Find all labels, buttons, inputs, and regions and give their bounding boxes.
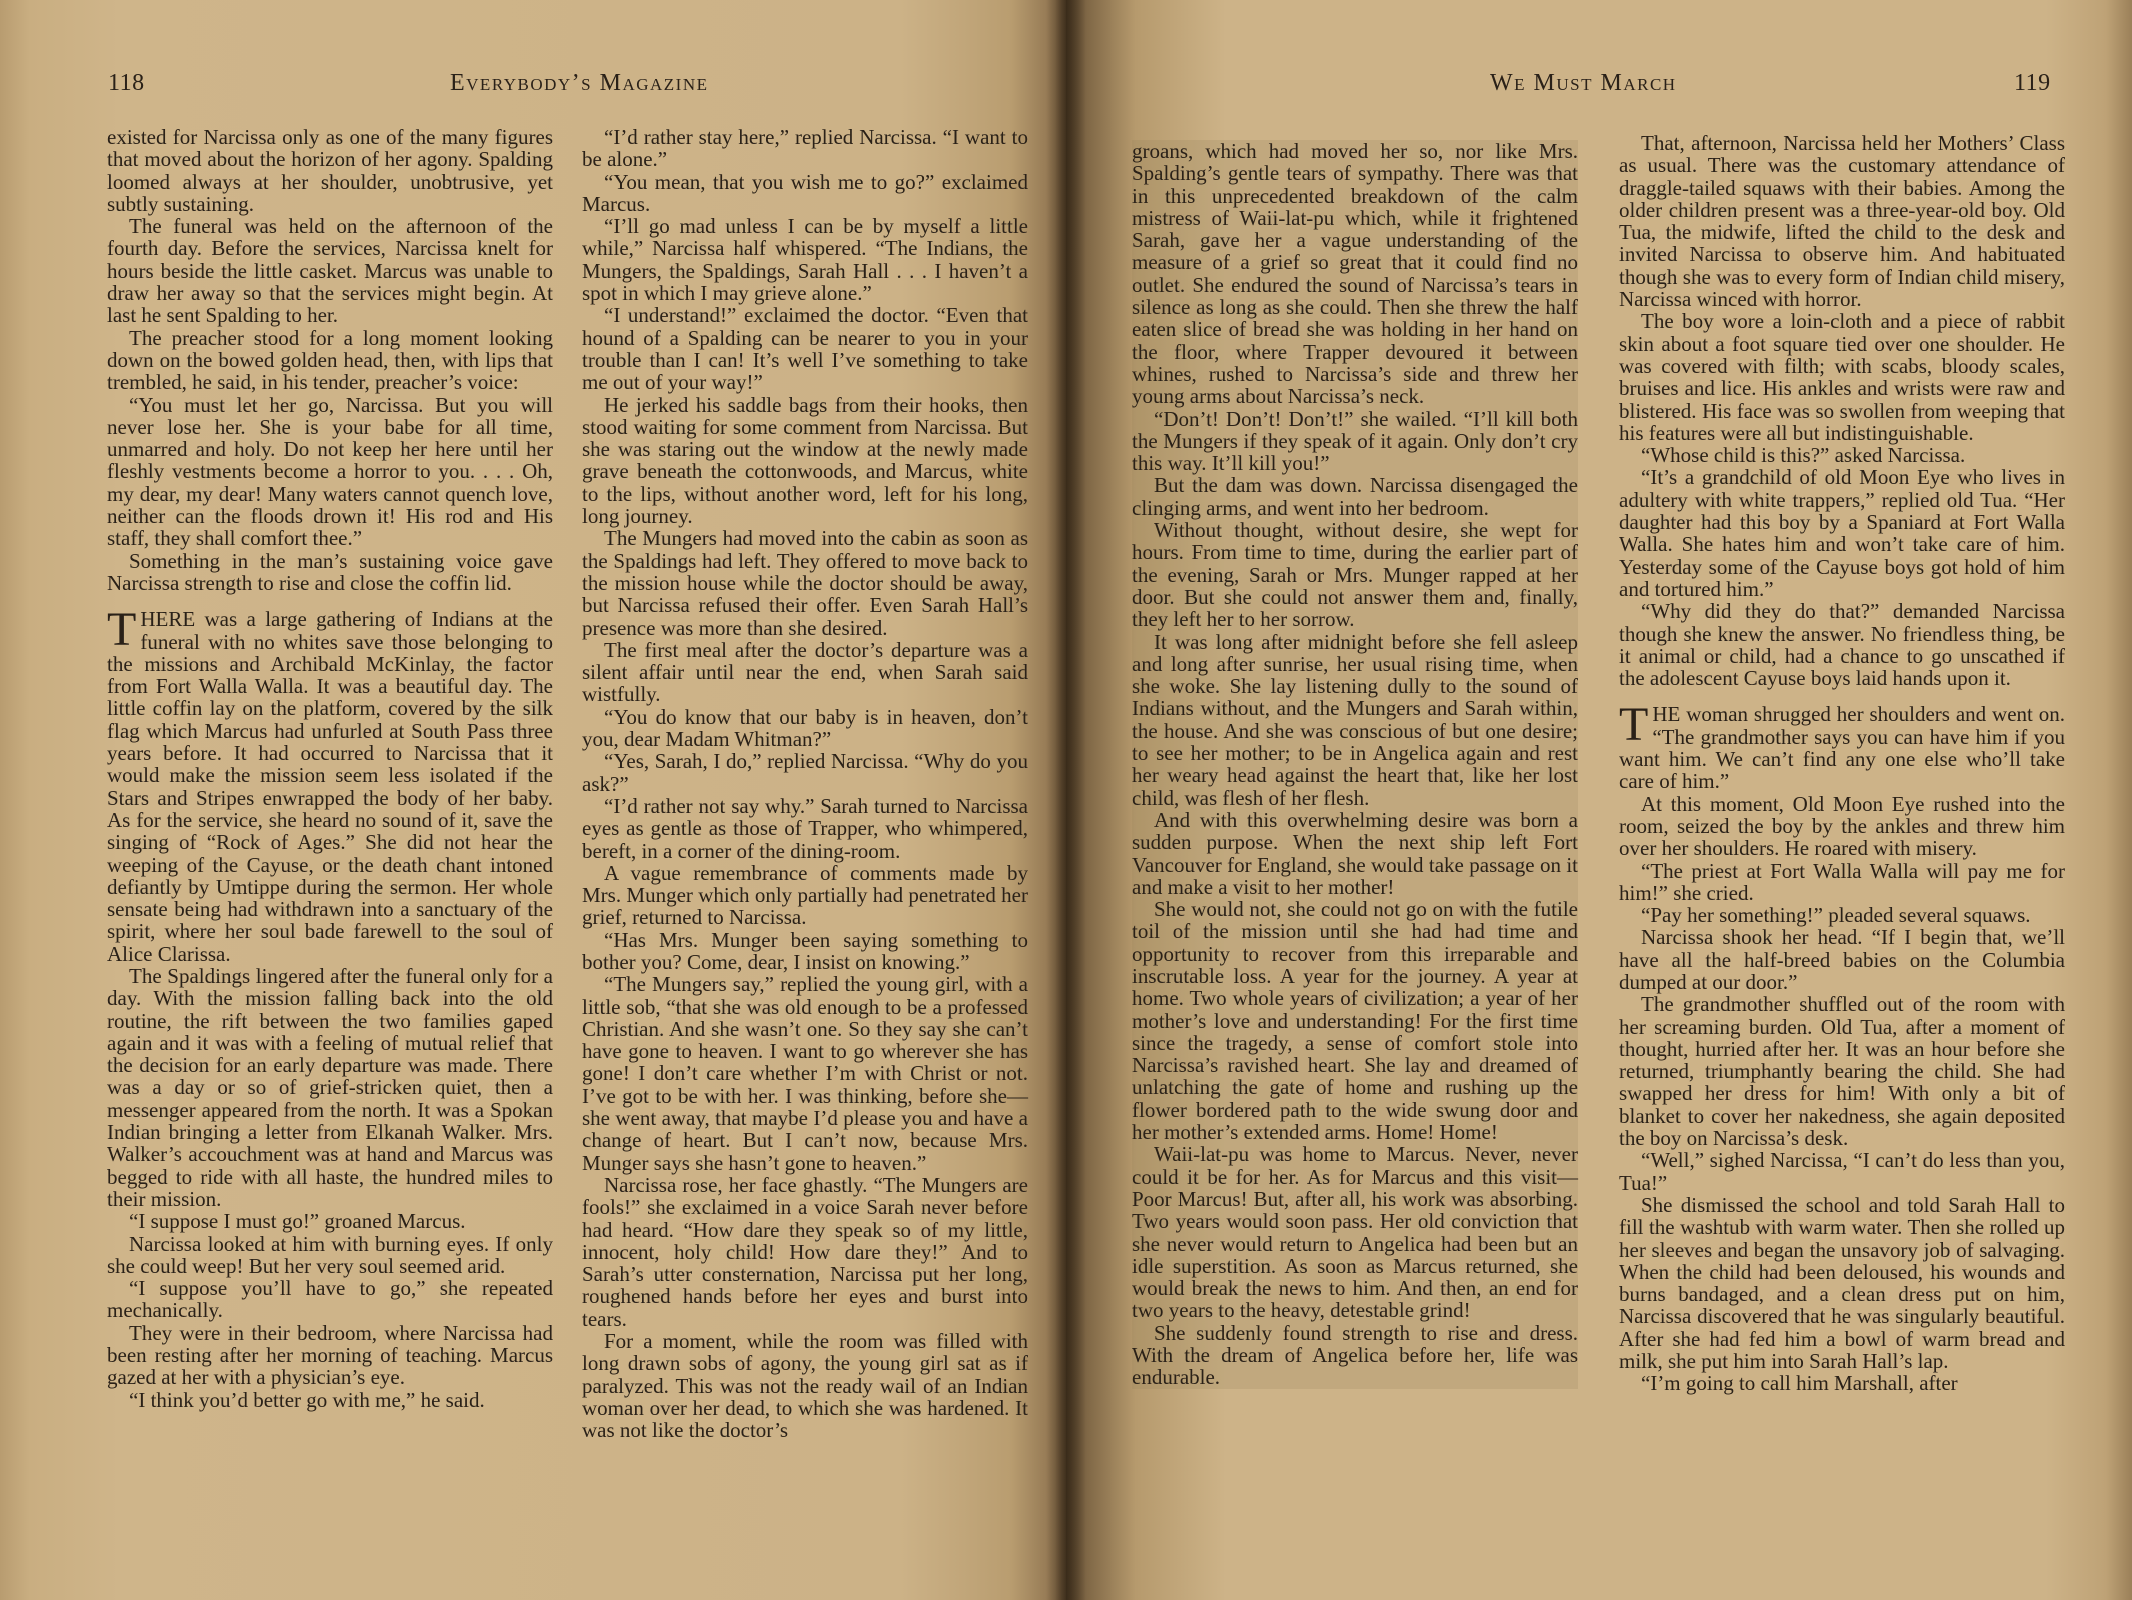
paragraph-text: Something in the man’s sustaining voice gave Narcissa strength to rise and close the coffin lid. (107, 548, 553, 595)
paragraph (107, 1210, 553, 1232)
paragraph-text: “The priest at Fort Walla Walla will pay me for him!” she cried. (1619, 858, 2065, 905)
paragraph (582, 795, 1028, 862)
paragraph-text: That, afternoon, Narcissa held her Mothers’ Class as usual. There was the customary attendance of draggle-tailed squaws with their babies. Among the older children present was a three-year-old boy. Old Tua, the midwife, lifted the child to the desk and invited Narcissa to observe him. And habituated though she was to every form of Indian child misery, Narcissa winced with horror. (1619, 131, 2065, 312)
paragraph (107, 215, 553, 326)
paragraph (107, 1389, 553, 1411)
paragraph-text: “You do know that our baby is in heaven, don’t you, dear Madam Whitman?” (582, 704, 1028, 752)
paragraph (107, 965, 553, 1210)
paragraph (1619, 466, 2065, 600)
paragraph-text: existed for Narcissa only as one of the many figures that moved about the horizon of her agony. Spalding loomed always at her shoulder, unobtrusive, yet subtly sustaining. (107, 125, 553, 216)
paragraph-text: “You must let her go, Narcissa. But you will never lose her. She is your babe for all time, unmarred and holy. Do not keep her here until her fleshly vestments become a horror to you. . . . Oh, my dear, my dear! Many waters cannot quench love, neither can the floods drown it! His rod and His staff, they shall comfort thee.” (107, 392, 553, 551)
drop-cap: T (1619, 698, 1649, 752)
text-column-1 (107, 126, 553, 1411)
paragraph (582, 304, 1028, 393)
paragraph (582, 527, 1028, 638)
paragraph (1132, 809, 1578, 898)
right-page (1066, 0, 2132, 1600)
paragraph (107, 394, 553, 550)
paragraph (107, 1322, 553, 1389)
paragraph-text: The Spaldings lingered after the funeral only for a day. With the mission falling back into the old routine, the rift between the two families gaped again and it was with a feeling of mutual relief that the decision for an early departure was made. There was a day or so of grief-stricken quiet, then a messenger appeared from the north. It was a Spokan Indian bringing a letter from Elkanah Walker. Mrs. Walker’s accouchment was at hand and Marcus was begged to ride with all haste, the hundred miles to their mission. (107, 963, 553, 1211)
paragraph (107, 327, 553, 394)
paragraph-text: The boy wore a loin-cloth and a piece of rabbit skin about a foot square tied over one shoulder. He was covered with filth; with scabs, bloody scales, bruises and lice. His ankles and wrists were raw and blistered. His face was so swollen from weeping that his features were all but indistinguishable. (1619, 309, 2065, 445)
paragraph-text: “I’ll go mad unless I can be by myself a little while,” Narcissa half whispered. “The Indians, the Mungers, the Spaldings, Sarah Hall . . . I haven’t a spot in which I may grieve alone.” (582, 214, 1028, 306)
paragraph (1132, 898, 1578, 1143)
paragraph-text: Narcissa shook her head. “If I begin that, we’ll have all the half-breed babies on the Columbia dumped at our door.” (1619, 925, 2065, 994)
paragraph (582, 973, 1028, 1174)
paragraph (1132, 474, 1578, 519)
paragraph-text: A vague remembrance of comments made by Mrs. Munger which only partially had penetrated her grief, returned to Narcissa. (582, 860, 1028, 930)
paragraph (1132, 631, 1578, 809)
paragraph (582, 639, 1028, 706)
text-column-2 (582, 126, 1028, 1442)
paragraph-text: “I suppose I must go!” groaned Marcus. (129, 1209, 466, 1234)
paragraph-text: Waii-lat-pu was home to Marcus. Never, never could it be for her. As for Marcus and this visit—Poor Marcus! But, after all, his work was absorbing. Two years would soon pass. Her old conviction that she never would return to Angelica had been but an idle superstition. As soon as Marcus returned, she would break the news to him. And then, an end for two years to the heavy, detestable grind! (1132, 1142, 1578, 1323)
paragraph-text: She would not, she could not go on with the futile toil of the mission until she had had time and opportunity to recover from this irreparable and inscrutable loss. A year for the journey. A year at home. Two whole years of civilization; a year of her mother’s love and understanding! For the first time since the tragedy, a sense of comfort stole into Narcissa’s ravished heart. She lay and dreamed of unlatching the gate of home and rushing up the flower bordered path to the wide swung door and her mother’s extended arms. Home! Home! (1132, 897, 1578, 1145)
paragraph-text: “Whose child is this?” asked Narcissa. (1641, 443, 1966, 468)
paragraph-text: Narcissa looked at him with burning eyes. If only she could weep! But her very soul seemed arid. (107, 1231, 553, 1278)
text-column-4 (1619, 132, 2065, 1395)
paragraph-text: “Why did they do that?” demanded Narcissa though she knew the answer. No friendless thing, be it animal or child, had a chance to go unscathed if the adolescent Cayuse boys laid hands upon it. (1619, 599, 2065, 691)
paragraph (582, 750, 1028, 795)
running-head-left: Everybody’s Magazine (450, 70, 709, 96)
paragraph (1619, 926, 2065, 993)
paragraph-text: The preacher stood for a long moment looking down on the bowed golden head, then, with lips that trembled, he said, in his tender, preacher’s voice: (107, 325, 553, 395)
book-gutter (1046, 0, 1086, 1600)
paragraph-text: It was long after midnight before she fell asleep and long after sunrise, her usual rising time, when she woke. She lay listening dully to the sound of Indians without, and the Mungers and Sarah within, the house. And she was conscious of but one desire; to see her mother; to be in Angelica again and rest her weary head against the heart that, like her lost child, was flesh of her flesh. (1132, 629, 1578, 810)
paragraph-text: The funeral was held on the afternoon of the fourth day. Before the services, Narcissa knelt for hours beside the little casket. Marcus was unable to draw her away so that the services might begin. At last he sent Spalding to her. (107, 214, 553, 328)
paragraph-text: “It’s a grandchild of old Moon Eye who lives in adultery with white trappers,” replied old Tua. “Her daughter had this boy by a Spaniard at Fort Walla Walla. She hates him and won’t take care of him. Yesterday some of the Cayuse boys got hold of him and tortured him.” (1619, 465, 2065, 601)
paragraph (1132, 1143, 1578, 1321)
section-paragraph (1619, 698, 2065, 794)
paragraph (582, 862, 1028, 929)
text-column-3 (1132, 140, 1578, 1389)
running-head-right: We Must March (1490, 70, 1677, 96)
paragraph-text: She suddenly found strength to rise and dress. With the dream of Angelica before her, life was endurable. (1132, 1320, 1578, 1390)
paragraph-text: She dismissed the school and told Sarah Hall to fill the washtub with warm water. Then she rolled up her sleeves and began the unsavory job of salvaging. When the child had been deloused, his wounds and burns bandaged, and a clean dress put on him, Narcissa discovered that he was singularly beautiful. After she had fed him a bowl of warm bread and milk, she put him into Sarah Hall’s lap. (1619, 1192, 2065, 1374)
paragraph (1619, 860, 2065, 905)
section-paragraph (107, 603, 553, 966)
drop-cap: T (107, 603, 137, 657)
paragraph-text: “You mean, that you wish me to go?” exclaimed Marcus. (582, 169, 1028, 216)
paragraph-text: They were in their bedroom, where Narcissa had been resting after her morning of teaching. Marcus gazed at her with a physician’s eye. (107, 1320, 553, 1390)
paragraph (1619, 132, 2065, 310)
page-number-left: 118 (108, 70, 145, 96)
paragraph-text: But the dam was down. Narcissa disengaged the clinging arms, and went into her bedroom. (1132, 473, 1578, 520)
paragraph-text: He jerked his saddle bags from their hooks, then stood waiting for some comment from Narcissa. But she was staring out the window at the newly made grave beneath the cottonwoods, and Marcus, white to the lips, without another word, left for his long, long journey. (582, 392, 1028, 529)
paragraph (582, 706, 1028, 751)
paragraph-text: “Well,” sighed Narcissa, “I can’t do less than you, Tua!” (1619, 1148, 2065, 1195)
paragraph (1132, 1322, 1578, 1389)
paragraph-text: “I understand!” exclaimed the doctor. “Even that hound of a Spalding can be nearer to you in your trouble than I can! It’s well I’ve something to take me out of your way!” (582, 303, 1028, 395)
paragraph-text: “The Mungers say,” replied the young girl, with a little sob, “that she was old enough to be a professed Christian. And she wasn’t one. So they say she can’t have gone to heaven. I want to go wherever she has gone! I don’t care whether I’m with Christ or not. I’ve got to be with her. I was thinking, before she—she went away, that maybe I’d please you and have a change of heart. But I can’t now, because Mrs. Munger says she hasn’t gone to heaven.” (582, 972, 1028, 1175)
paragraph (1132, 140, 1578, 408)
paragraph (1619, 904, 2065, 926)
paragraph-text: At this moment, Old Moon Eye rushed into the room, seized the boy by the ankles and threw him over her shoulders. He roared with misery. (1619, 791, 2065, 861)
paragraph (1619, 310, 2065, 444)
paragraph-text: “Pay her something!” pleaded several squaws. (1641, 903, 2031, 928)
paragraph-text: “I’m going to call him Marshall, after (1641, 1371, 1958, 1396)
page-number-right: 119 (2014, 70, 2051, 96)
paragraph-text: “I think you’d better go with me,” he said. (129, 1387, 485, 1412)
paragraph-text: “I’d rather stay here,” replied Narcissa. “I want to be alone.” (582, 125, 1028, 172)
paragraph (1619, 1194, 2065, 1372)
paragraph (107, 550, 553, 595)
paragraph-text: The Mungers had moved into the cabin as soon as the Spaldings had left. They offered to move back to the mission house while the doctor should be away, but Narcissa refused their offer. Even Sarah Hall’s presence was more than she desired. (582, 526, 1028, 640)
paragraph (582, 394, 1028, 528)
paragraph (1619, 1372, 2065, 1394)
paragraph-text: Narcissa rose, her face ghastly. “The Mungers are fools!” she exclaimed in a voice Sarah never before had heard. “How dare they speak so of my little, innocent, holy child! How dare they!” And to Sarah’s utter consternation, Narcissa put her long, roughened hands before her eyes and burst into tears. (582, 1172, 1028, 1331)
paragraph (1619, 600, 2065, 689)
paragraph (1132, 519, 1578, 630)
paragraph (107, 1277, 553, 1322)
paragraph (1619, 793, 2065, 860)
paragraph-text: The grandmother shuffled out of the room with her screaming burden. Old Tua, after a moment of thought, hurried after her. It was an hour before she returned, triumphantly bearing the child. She had swapped her dress for him! With only a bit of blanket to cover her nakedness, she again deposited the boy on Narcissa’s desk. (1619, 992, 2065, 1151)
paragraph (1619, 993, 2065, 1149)
paragraph-text: “I’d rather not say why.” Sarah turned to Narcissa eyes as gentle as those of Trapper, who whimpered, bereft, in a corner of the dining-room. (582, 793, 1028, 863)
paragraph-text: “Has Mrs. Munger been saying something to bother you? Come, dear, I insist on knowing.” (582, 927, 1028, 974)
paragraph-text: “I suppose you’ll have to go,” she repeated mechanically. (107, 1276, 553, 1323)
paragraph-text: HE woman shrugged her shoulders and went on. “The grandmother says you can have him if you want him. We can’t find any one else who’ll take care of him.” (1619, 702, 2065, 794)
paragraph-text: HERE was a large gathering of Indians at the funeral with no whites save those belonging to the missions and Archibald McKinlay, the factor from Fort Walla Walla. It was a beautiful day. The little coffin lay on the platform, covered by the silk flag which Marcus had unfurled at South Pass three years before. It had occurred to Narcissa that it would make the mission seem less isolated if the Stars and Stripes enwrapped the body of her baby. As for the service, she heard no sound of it, save the singing of “Rock of Ages.” She did not hear the weeping of the Cayuse, or the death chant intoned defiantly by Umtippe during the sermon. Her whole sensate being had withdrawn into a sanctuary of the spirit, where her soul bade farewell to the soul of Alice Clarissa. (107, 607, 553, 966)
paragraph (107, 126, 553, 215)
paragraph (582, 126, 1028, 171)
paragraph (582, 929, 1028, 974)
paragraph (1619, 444, 2065, 466)
paragraph-text: And with this overwhelming desire was born a sudden purpose. When the next ship left Fort Vancouver for England, she would take passage on it and make a visit to her mother! (1132, 807, 1578, 899)
paragraph (107, 1233, 553, 1278)
paragraph (1619, 1149, 2065, 1194)
paragraph-text: Without thought, without desire, she wept for hours. From time to time, during the earlier part of the evening, Sarah or Mrs. Munger rapped at her door. But she could not answer them and, finally, they left her to her sorrow. (1132, 518, 1578, 632)
paragraph (582, 1174, 1028, 1330)
paragraph (582, 1330, 1028, 1441)
paragraph-text: “Don’t! Don’t! Don’t!” she wailed. “I’ll kill both the Mungers if they speak of it again. Only don’t cry this way. It’ll kill you!” (1132, 406, 1578, 476)
paragraph (582, 171, 1028, 216)
paragraph-text: groans, which had moved her so, nor like Mrs. Spalding’s gentle tears of sympathy. There was that in this unprecedented breakdown of the calm mistress of Waii-lat-pu which, while it frightened Sarah, gave her a vague understanding of the measure of a grief so great that it could find no outlet. She endured the sound of Narcissa’s tears in silence as long as she could. Then she threw the half eaten slice of bread she was holding in her hand on the floor, where Trapper devoured it between whines, rushed to Narcissa’s side and threw her young arms about Narcissa’s neck. (1132, 139, 1578, 409)
paragraph-text: For a moment, while the room was filled with long drawn sobs of agony, the young girl sat as if paralyzed. This was not the ready wail of an Indian woman over her dead, to which she was hardened. It was not like the doctor’s (582, 1329, 1028, 1443)
paragraph (1132, 408, 1578, 475)
paragraph-text: “Yes, Sarah, I do,” replied Narcissa. “Why do you ask?” (582, 749, 1028, 796)
paragraph-text: The first meal after the doctor’s departure was a silent affair until near the end, when Sarah said wistfully. (582, 637, 1028, 707)
paragraph (582, 215, 1028, 304)
